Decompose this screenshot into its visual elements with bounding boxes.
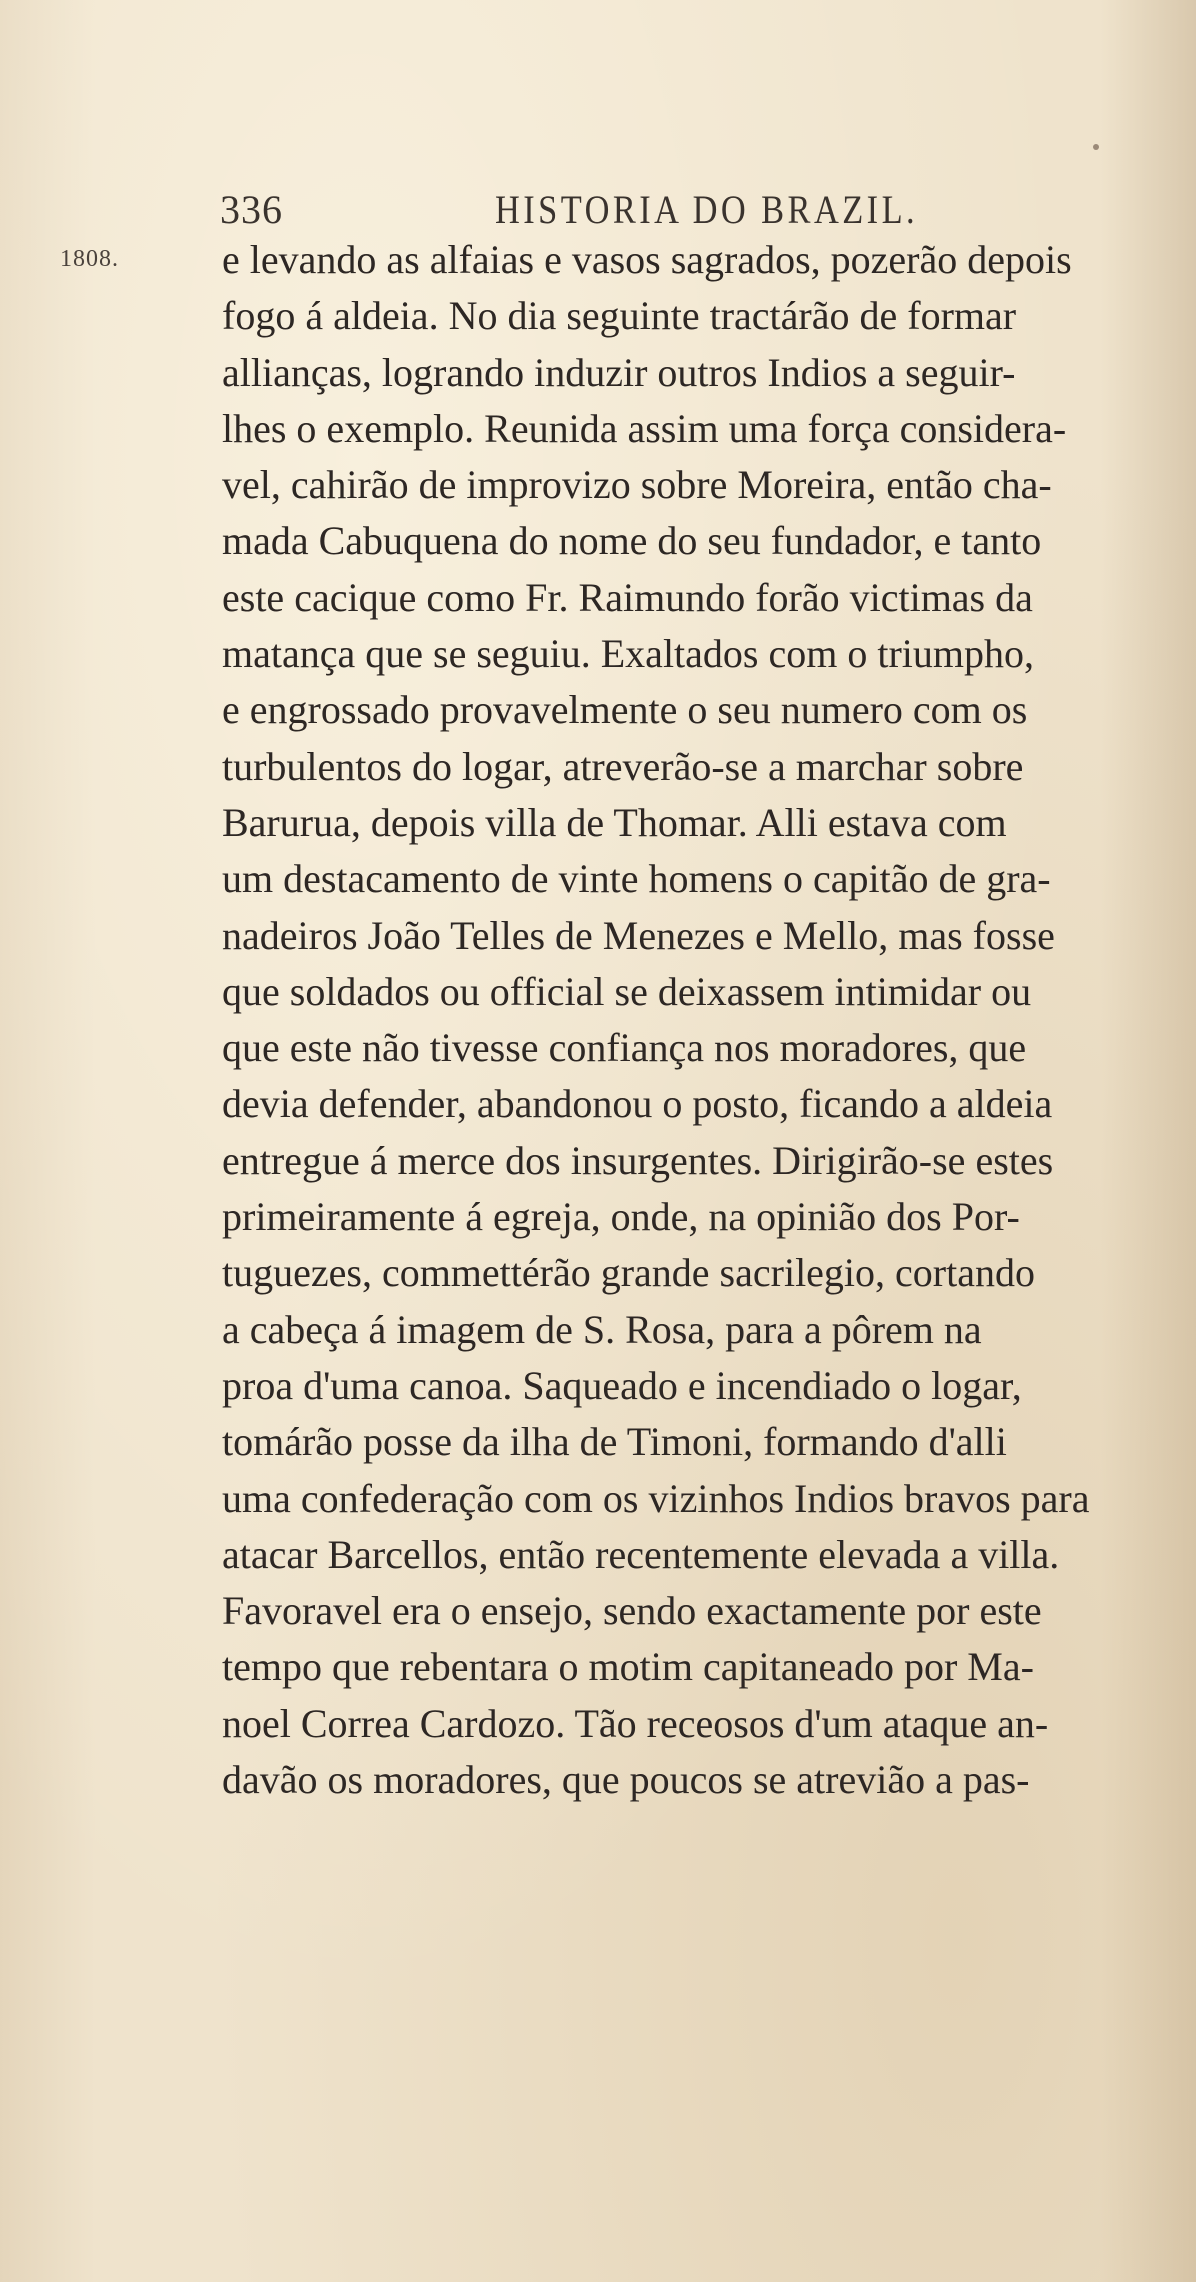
text-line: vel, cahirão de improvizo sobre Moreira, então cha- [222, 462, 1052, 508]
text-line: e engrossado provavelmente o seu numero com os [222, 687, 1028, 733]
text-line: proa d'uma canoa. Saqueado e incendiado o logar, [222, 1362, 1022, 1408]
text-line: lhes o exemplo. Reunida assim uma força considera- [222, 405, 1067, 451]
running-title: HISTORIA DO BRAZIL. [495, 187, 919, 232]
text-line: Favoravel era o ensejo, sendo exactamente por este [222, 1588, 1042, 1634]
text-line: tempo que rebentara o motim capitaneado por Ma- [222, 1644, 1034, 1690]
margin-year-note: 1808. [60, 246, 119, 272]
text-line: noel Correa Cardozo. Tão receosos d'um ataque an- [222, 1700, 1049, 1746]
page-number: 336 [220, 187, 283, 232]
ink-speck [1093, 144, 1099, 150]
text-line: que soldados ou official se deixassem intimidar ou [222, 968, 1032, 1014]
text-line: fogo á aldeia. No dia seguinte tractárão de formar [222, 293, 1017, 339]
text-line: atacar Barcellos, então recentemente elevada a villa. [222, 1531, 1060, 1577]
text-line: primeiramente á egreja, onde, na opinião dos Por- [222, 1194, 1020, 1240]
text-line: e levando as alfaias e vasos sagrados, pozerão depois [222, 237, 1072, 282]
text-line: a cabeça á imagem de S. Rosa, para a pôrem na [222, 1306, 982, 1352]
text-line: davão os moradores, que poucos se atrevião a pas- [222, 1757, 1030, 1803]
text-line: matança que se seguiu. Exaltados com o triumpho, [222, 631, 1035, 677]
text-line: allianças, logrando induzir outros Indios a seguir- [222, 349, 1016, 395]
text-line: que este não tivesse confiança nos moradores, que [222, 1025, 1027, 1071]
text-line: entregue á merce dos insurgentes. Dirigirão-se estes [222, 1137, 1054, 1183]
text-line: um destacamento de vinte homens o capitão de gra- [222, 856, 1051, 902]
text-line: mada Cabuquena do nome do seu fundador, e tanto [222, 518, 1042, 564]
text-line: nadeiros João Telles de Menezes e Mello, mas fosse [222, 912, 1055, 958]
text-line: devia defender, abandonou o posto, ficando a aldeia [222, 1081, 1053, 1127]
text-line: Barurua, depois villa de Thomar. Alli estava com [222, 799, 1007, 845]
text-line: tomárão posse da ilha de Timoni, formando d'alli [222, 1419, 1007, 1465]
text-line: tuguezes, commettérão grande sacrilegio, cortando [222, 1250, 1035, 1296]
text-line: este cacique como Fr. Raimundo forão victimas da [222, 574, 1033, 620]
text-line: turbulentos do logar, atreverão-se a marchar sobre [222, 743, 1024, 789]
text-line: uma confederação com os vizinhos Indios bravos para [222, 1475, 1090, 1521]
body-text [222, 232, 1194, 1808]
